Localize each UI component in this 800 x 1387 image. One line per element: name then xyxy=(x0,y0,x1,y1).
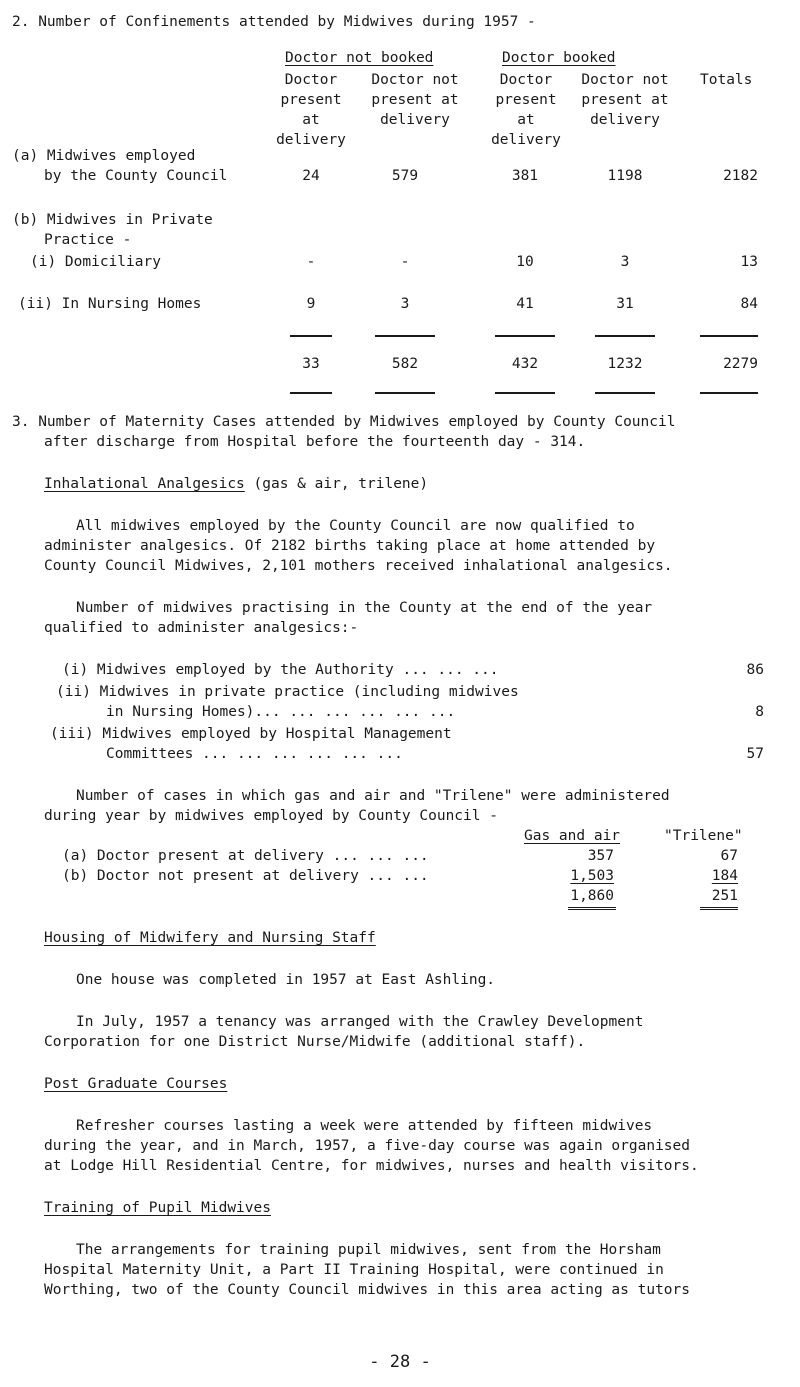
section-3-line-2: after discharge from Hospital before the fourteenth day - 314. xyxy=(44,434,586,450)
training-line-1: The arrangements for training pupil midwives, sent from the Horsham xyxy=(76,1242,661,1258)
table-cell: 10 xyxy=(516,254,534,270)
gas-row-b-label: (b) Doctor not present at delivery ... ... xyxy=(62,868,429,884)
table-cell: 3 xyxy=(400,296,410,312)
rule-below-total xyxy=(595,392,655,394)
postgrad-heading: Post Graduate Courses xyxy=(44,1076,228,1092)
col-b-present-header: Doctor present at delivery xyxy=(491,72,561,148)
analgesics-para-1-line-1: All midwives employed by the County Council are now qualified to xyxy=(76,518,635,534)
table-cell: 41 xyxy=(516,296,534,312)
list-item: (iii) Midwives employed by Hospital Management xyxy=(50,726,452,742)
rule-below-total xyxy=(700,392,758,394)
col-trilene: "Trilene" xyxy=(664,828,743,844)
gas-row-a-gas: 357 xyxy=(587,848,614,864)
table-total-cell: 33 xyxy=(302,356,320,372)
analgesics-para-1-line-3: County Council Midwives, 2,101 mothers received inhalational analgesics. xyxy=(44,558,673,574)
total-double-rule xyxy=(700,907,738,910)
gas-row-a-label: (a) Doctor present at delivery ... ... ... xyxy=(62,848,429,864)
training-line-3: Worthing, two of the County Council midwives in this area acting as tutors xyxy=(44,1282,691,1298)
rule-above-total xyxy=(495,335,555,337)
housing-para-2-line-2: Corporation for one District Nurse/Midwife (additional staff). xyxy=(44,1034,586,1050)
table-cell: - xyxy=(400,254,410,270)
analgesics-para-3-line-2: during year by midwives employed by County Council - xyxy=(44,808,498,824)
table-cell-total: 13 xyxy=(740,254,758,270)
list-item: (i) Midwives employed by the Authority ... ... ... xyxy=(62,662,499,678)
analgesics-para-2-line-1: Number of midwives practising in the County at the end of the year xyxy=(76,600,653,616)
col-gas-and-air: Gas and air xyxy=(524,828,621,844)
row-b-heading-1: (b) Midwives in Private xyxy=(12,212,213,228)
trilene-total: 251 xyxy=(711,888,738,904)
rule-above-total xyxy=(700,335,758,337)
row-a-label-1: (a) Midwives employed xyxy=(12,148,196,164)
table-cell: - xyxy=(306,254,316,270)
table-total-cell: 582 xyxy=(391,356,419,372)
table-cell: 381 xyxy=(511,168,539,184)
rule-above-total xyxy=(290,335,332,337)
gas-row-a-trilene: 67 xyxy=(720,848,738,864)
table-cell: 1198 xyxy=(607,168,643,184)
row-a-label-2: by the County Council xyxy=(44,168,228,184)
table-total-cell: 432 xyxy=(511,356,539,372)
col-nb-present-header: Doctor present at delivery xyxy=(276,72,346,148)
page-number: - 28 - xyxy=(369,1352,431,1372)
training-line-2: Hospital Maternity Unit, a Part II Training Hospital, were continued in xyxy=(44,1262,664,1278)
analgesics-para-1-line-2: administer analgesics. Of 2182 births taking place at home attended by xyxy=(44,538,656,554)
row-b-heading-2: Practice - xyxy=(44,232,132,248)
list-item-value: 8 xyxy=(755,704,764,720)
postgrad-line-3: at Lodge Hill Residential Centre, for midwives, nurses and health visitors. xyxy=(44,1158,699,1174)
col-totals: Totals xyxy=(700,72,753,88)
training-heading: Training of Pupil Midwives xyxy=(44,1200,271,1216)
list-item-cont: Committees ... ... ... ... ... ... xyxy=(106,746,403,762)
section-2-heading: 2. Number of Confinements attended by Midwives during 1957 - xyxy=(12,14,536,30)
col-group-not-booked: Doctor not booked xyxy=(285,50,434,66)
rule-below-total xyxy=(495,392,555,394)
table-cell-total: 2182 xyxy=(723,168,758,184)
analgesics-para-3-line-1: Number of cases in which gas and air and "Trilene" were administered xyxy=(76,788,670,804)
table-cell: 9 xyxy=(306,296,316,312)
col-nb-not-present-header: Doctor not present at delivery xyxy=(371,72,459,128)
list-item-value: 57 xyxy=(746,746,764,762)
gas-row-b-gas: 1,503 xyxy=(570,868,614,884)
table-cell-total: 84 xyxy=(740,296,758,312)
housing-para-1: One house was completed in 1957 at East Ashling. xyxy=(76,972,496,988)
row-bi-label: (i) Domiciliary xyxy=(30,254,161,270)
table-cell: 31 xyxy=(616,296,634,312)
gas-total: 1,860 xyxy=(570,888,614,904)
col-b-not-present-header: Doctor not present at delivery xyxy=(581,72,669,128)
table-cell: 579 xyxy=(391,168,419,184)
analgesics-heading: Inhalational Analgesics (gas & air, trilene) xyxy=(44,476,429,492)
rule-above-total xyxy=(375,335,435,337)
table-cell: 3 xyxy=(620,254,630,270)
analgesics-para-2-line-2: qualified to administer analgesics:- xyxy=(44,620,359,636)
table-total-cell: 2279 xyxy=(723,356,758,372)
col-group-booked: Doctor booked xyxy=(502,50,616,66)
section-3-line-1: 3. Number of Maternity Cases attended by Midwives employed by County Council xyxy=(12,414,676,430)
housing-para-2-line-1: In July, 1957 a tenancy was arranged with the Crawley Development xyxy=(76,1014,644,1030)
rule-below-total xyxy=(290,392,332,394)
rule-above-total xyxy=(595,335,655,337)
total-double-rule xyxy=(568,907,616,910)
postgrad-line-1: Refresher courses lasting a week were attended by fifteen midwives xyxy=(76,1118,653,1134)
row-bii-label: (ii) In Nursing Homes xyxy=(18,296,202,312)
list-item-value: 86 xyxy=(746,662,764,678)
table-total-cell: 1232 xyxy=(607,356,643,372)
list-item: (ii) Midwives in private practice (including midwives xyxy=(56,684,519,700)
rule-below-total xyxy=(375,392,435,394)
housing-heading: Housing of Midwifery and Nursing Staff xyxy=(44,930,376,946)
gas-row-b-trilene: 184 xyxy=(711,868,738,884)
list-item-cont: in Nursing Homes)... ... ... ... ... ... xyxy=(106,704,456,720)
table-cell: 24 xyxy=(302,168,320,184)
postgrad-line-2: during the year, and in March, 1957, a five-day course was again organised xyxy=(44,1138,691,1154)
